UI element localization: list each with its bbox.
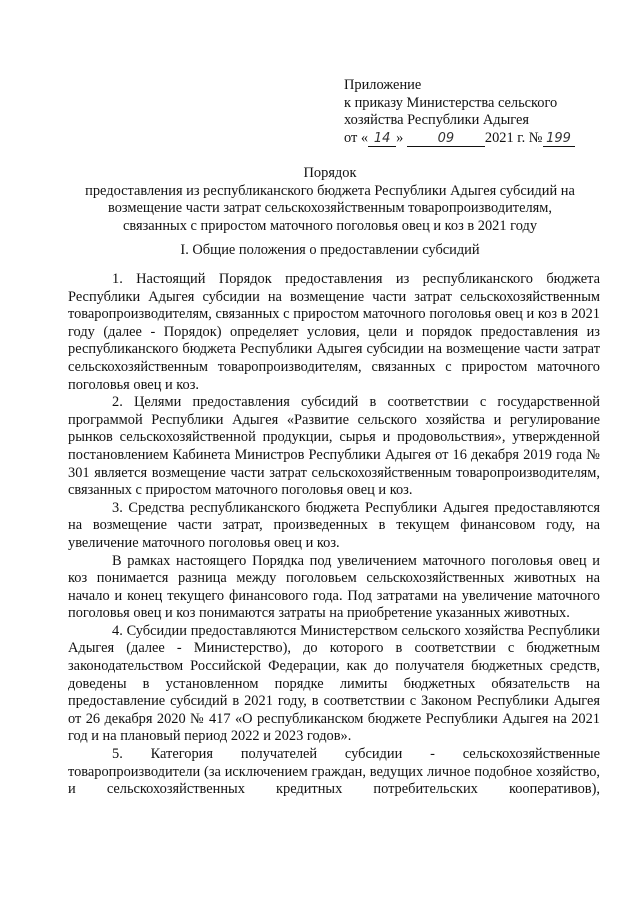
title-line-1: Порядок [303,165,357,181]
handwritten-month: 09 [407,132,485,147]
document-body [68,271,600,799]
order-reference-line: к приказу Министерства сельского [344,94,558,111]
title-line-4: связанных с приростом маточного поголовья овец и коз в 2021 году [122,217,538,234]
title-line-2: предоставления из республиканского бюджета Республики Адыгея субсидий на [85,182,575,199]
appendix-label: Приложение [344,77,422,93]
paragraph-5: 5. Категория получателей субсидии - сельскохозяйственные товаропроизводители (за исключением граждан, ведущих личное подобное хозяйство, и сельскохозяйственных кредитных потребительских кооперативов), [68,746,600,798]
paragraph-2: 2. Целями предоставления субсидий в соответствии с государственной программой Республики Адыгея «Развитие сельского хозяйства и регулирование рынков сельскохозяйственной продукции, сырья и продовольствия», утвержденной постановлением Кабинета Министров Республики Адыгея от 16 декабря 2019 года № 301 является возмещение части затрат сельскохозяйственным товаропроизводителям, связанных с приростом маточного поголовья овец и коз. [68,394,600,499]
date-prefix: от « [344,129,369,146]
paragraph-4: 4. Субсидии предоставляются Министерством сельского хозяйства Республики Адыгея (далее - Министерство), до которого в соответствии с бюджетным законодательством Российской Федерации, как до получателя бюджетных средств, доведены в установленном порядке лимиты бюджетных обязательств на предоставление субсидий в 2021 году, в соответствии с Законом Республики Адыгея от 26 декабря 2020 № 417 «О республиканском бюджете Республики Адыгея на 2021 год и на плановый период 2022 и 2023 годов». [68,622,600,745]
handwritten-order-number: 199 [543,132,575,147]
handwritten-day: 14 [368,132,396,147]
title-line-3: возмещение части затрат сельскохозяйственным товаропроизводителям, [108,200,552,217]
appendix-header [344,77,624,147]
section-heading: I. Общие положения о предоставлении субсидий [180,242,480,258]
paragraph-1: 1. Настоящий Порядок предоставления из республиканского бюджета Республики Адыгея субсидии на возмещение части затрат сельскохозяйственным товаропроизводителям, связанных с приростом маточного поголовья овец и коз в 2021 году (далее - Порядок) определяет условия, цели и порядок предоставления из республиканского бюджета Республики Адыгея субсидии на возмещение части затрат сельскохозяйственным товаропроизводителям, связанных с приростом маточного поголовья овец и коз. [68,271,600,393]
paragraph-3: 3. Средства республиканского бюджета Республики Адыгея предоставляются на возмещение части затрат, произведенных в текущем финансовом году, на увеличение маточного поголовья овец и коз. [68,499,600,551]
paragraph-3-continued: В рамках настоящего Порядка под увеличением маточного поголовья овец и коз понимается разница между поголовьем сельскохозяйственных животных на начало и конец текущего финансового года. Под затратами на увеличение маточного поголовья овец и коз понимаются затраты на приобретение указанных животных. [68,552,600,622]
document-title [60,165,600,235]
ministry-name-line: хозяйства Республики Адыгея [344,112,530,129]
order-date-line [344,130,624,148]
quote-close: » [396,129,404,146]
year-number-label: 2021 г. № [484,129,543,146]
